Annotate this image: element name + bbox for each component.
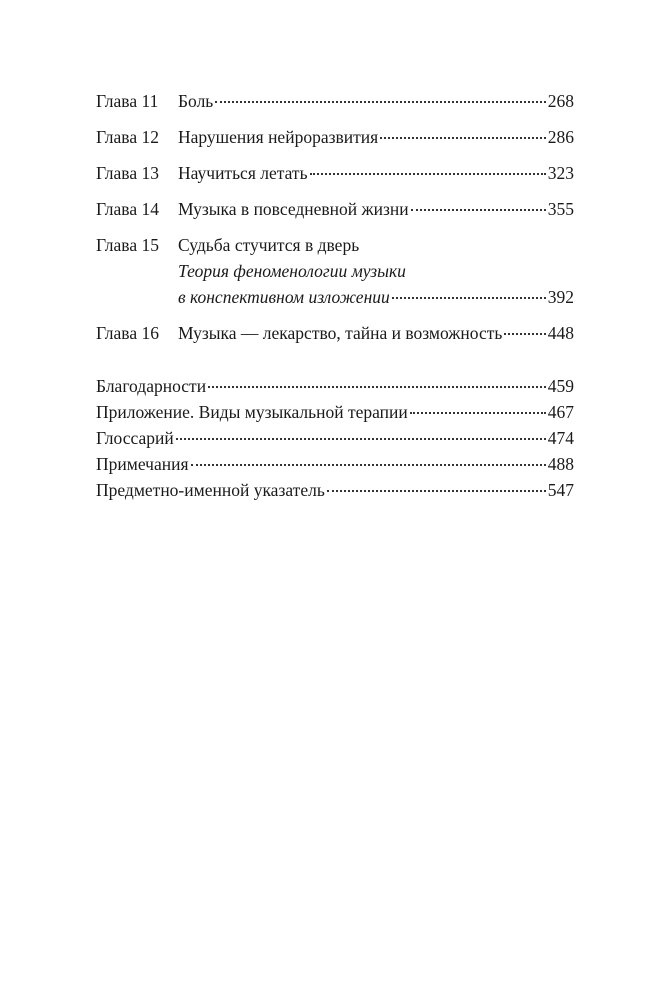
entry-title: Примечания: [96, 454, 189, 474]
dot-leader: [504, 333, 545, 335]
chapter-label: Глава 11: [96, 91, 159, 111]
page-number: 286: [547, 127, 574, 147]
toc-chapter-15[interactable]: [96, 232, 574, 310]
chapter-title: Музыка в повседневной жизни: [178, 199, 409, 219]
dot-leader: [410, 412, 546, 414]
page-number: 355: [547, 199, 574, 219]
dot-leader: [392, 297, 546, 299]
toc-entry-notes[interactable]: [96, 451, 574, 477]
toc-chapter-13[interactable]: [96, 160, 574, 186]
chapter-label: Глава 15: [96, 235, 159, 255]
toc-entry-appendix[interactable]: [96, 399, 574, 425]
page-number: 474: [547, 428, 574, 448]
chapter-title: Судьба стучится в дверь: [178, 235, 360, 255]
toc-entry-glossary[interactable]: [96, 425, 574, 451]
toc-chapter-11[interactable]: [96, 88, 574, 114]
page-number: 488: [547, 454, 574, 474]
dot-leader: [191, 464, 546, 466]
page-number: 268: [547, 91, 574, 111]
page-number: 323: [547, 163, 574, 183]
chapter-subtitle: Теория феноменологии музыки: [178, 261, 406, 281]
toc-entry-index[interactable]: [96, 477, 574, 503]
page-number: 547: [547, 480, 574, 500]
chapter-title: Музыка — лекарство, тайна и возможность: [178, 323, 503, 343]
toc-entry-acknowledgements[interactable]: [96, 373, 574, 399]
back-matter: [96, 373, 574, 503]
toc-chapter-14[interactable]: [96, 196, 574, 222]
entry-title: Приложение. Виды музыкальной терапии: [96, 402, 408, 422]
dot-leader: [215, 101, 545, 103]
dot-leader: [176, 438, 546, 440]
chapter-label: Глава 14: [96, 199, 159, 219]
chapter-label: Глава 13: [96, 163, 159, 183]
chapter-subtitle: в конспективном изложении: [178, 287, 390, 307]
entry-title: Предметно-именной указатель: [96, 480, 325, 500]
toc-chapter-16[interactable]: [96, 320, 574, 346]
chapter-label: Глава 16: [96, 323, 159, 343]
chapter-title: Боль: [178, 91, 214, 111]
table-of-contents: [96, 88, 574, 503]
dot-leader: [380, 137, 546, 139]
page-number: 459: [547, 376, 574, 396]
page-number: 392: [547, 287, 574, 307]
toc-chapter-12[interactable]: [96, 124, 574, 150]
chapter-title: Научиться летать: [178, 163, 308, 183]
page-number: 467: [547, 402, 574, 422]
dot-leader: [327, 490, 546, 492]
chapter-title: Нарушения нейроразвития: [178, 127, 379, 147]
dot-leader: [208, 386, 546, 388]
dot-leader: [411, 209, 546, 211]
dot-leader: [310, 173, 546, 175]
entry-title: Глоссарий: [96, 428, 174, 448]
chapter-label: Глава 12: [96, 127, 159, 147]
page-number: 448: [547, 323, 574, 343]
entry-title: Благодарности: [96, 376, 207, 396]
